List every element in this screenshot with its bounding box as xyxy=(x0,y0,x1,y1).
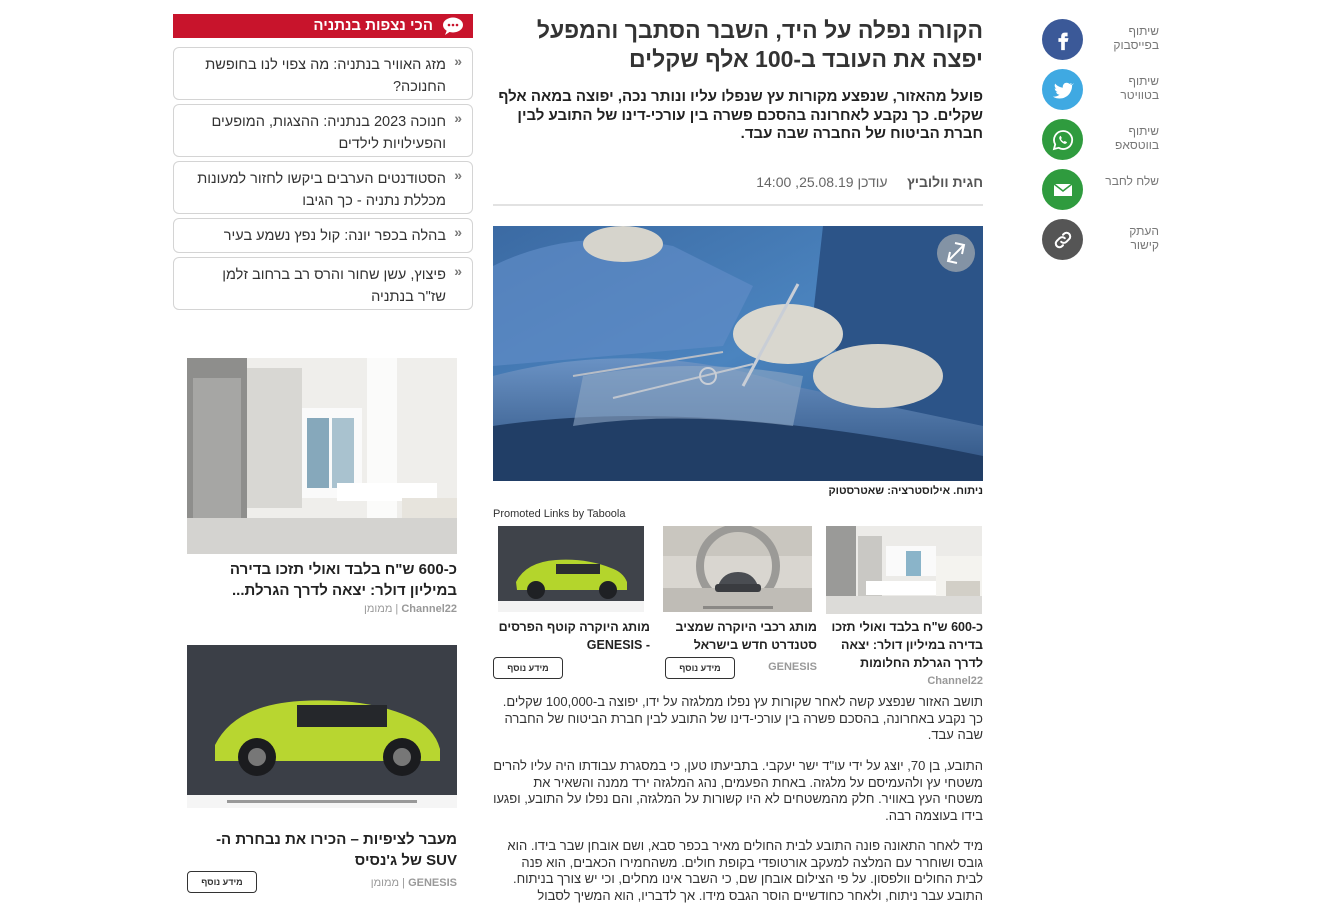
taboola-card-1-image[interactable] xyxy=(826,526,982,614)
image-caption: ניתוח. אילוסטרציה: שאטרסטוק xyxy=(828,485,983,497)
sidebar-ad-2-sponsored: ממומן xyxy=(370,877,400,889)
most-viewed-item-5[interactable] xyxy=(173,257,473,310)
article-updated: עודכן 25.08.19, 14:00 xyxy=(756,174,888,190)
taboola-card-2-image[interactable] xyxy=(663,526,812,612)
most-viewed-item-2-label[interactable]: חנוכה 2023 בנתניה: ההצגות, המופעים והפעילויות לילדים xyxy=(211,114,446,152)
share-whatsapp[interactable] xyxy=(1042,119,1157,161)
link-icon[interactable] xyxy=(1042,219,1083,260)
article-title: הקורה נפלה על היד, השבר הסתבך והמפעל יפצה את העובד ב-100 אלף שקלים xyxy=(536,17,983,72)
share-twitter[interactable] xyxy=(1042,69,1157,111)
facebook-icon[interactable] xyxy=(1042,19,1083,60)
sidebar-ad-1-sponsored: ממומן xyxy=(363,603,393,615)
most-viewed-item-2[interactable] xyxy=(173,104,473,157)
most-viewed-item-4-label[interactable]: בהלה בכפר יונה: קול נפץ נשמע בעיר xyxy=(223,228,446,244)
sidebar-ad-1-title[interactable]: כ-600 ש"ח בלבד ואולי תזכו בדירה במיליון דולר: יצאה לדרך הגרלת... xyxy=(229,561,457,599)
taboola-card-2-more-button[interactable]: מידע נוסף xyxy=(665,657,735,679)
article-byline xyxy=(493,174,983,190)
share-whatsapp-label: שיתוף בווטסאפ xyxy=(1115,124,1159,152)
article-author[interactable]: חגית וולוביץ xyxy=(907,174,983,190)
share-facebook[interactable] xyxy=(1042,19,1157,61)
taboola-card-1-title[interactable]: כ-600 ש"ח בלבד ואולי תזכו בדירה במיליון דולר: יצאה לדרך הגרלת החלומות xyxy=(831,620,983,670)
sidebar-ad-1-source: Channel22 | ממומן xyxy=(363,603,457,615)
sidebar-ad-2-brand: GENESIS xyxy=(408,877,457,889)
twitter-icon[interactable] xyxy=(1042,69,1083,110)
most-viewed-item-3-label[interactable]: הסטודנטים הערבים ביקשו לחזור למעונות מכללת נתניה - כך הגיבו xyxy=(197,171,446,209)
sidebar-ad-1-brand: Channel22 xyxy=(401,603,457,615)
most-viewed-item-1[interactable] xyxy=(173,47,473,100)
article-paragraph-3: מיד לאחר התאונה פונה התובע לבית החולים מאיר בכפר סבא, ושם אובחן שבר בידו. הוא גובס ושוחרר עם המלצה למעקב אורטופדי בקופת חולים. משהחמירו הכאבים, הוא פנה לבית החולים וולפסון. על פי הצילום אובחן שם, כי השבר אינו מחלים, וכי יש צורך בניתוח. התובע עבר ניתוח, ולאחר כחודשיים הוסר הגבס מידו. אך לדבריו, הוא המשיך לסבול xyxy=(507,838,983,903)
article-lead: פועל מהאזור, שנפצע מקורות עץ שנפלו עליו ונותר נכה, יפוצה במאה אלף שקלים. כך נקבע לאחרונה בהסכם פשרה בין עורכי-דינו של התובע לבין חברת הביטוח של החברה שבה עבד. xyxy=(498,88,983,142)
article-main-image xyxy=(493,226,983,481)
sidebar-ad-2-title[interactable]: מעבר לציפיות – הכירו את נבחרת ה-SUV של ג'נסיס xyxy=(216,831,457,869)
share-facebook-label: שיתוף בפייסבוק xyxy=(1113,24,1159,52)
taboola-card-3-image[interactable] xyxy=(498,526,644,612)
taboola-label[interactable]: Promoted Links by Taboola xyxy=(493,508,626,520)
sidebar-ad-2-image[interactable] xyxy=(187,645,457,808)
whatsapp-icon[interactable] xyxy=(1042,119,1083,160)
double-chevron-icon: « xyxy=(454,263,462,279)
comment-icon xyxy=(441,16,465,41)
double-chevron-icon: « xyxy=(454,224,462,240)
most-viewed-item-4[interactable] xyxy=(173,218,473,253)
double-chevron-icon: « xyxy=(454,167,462,183)
share-copy-link[interactable] xyxy=(1042,219,1157,261)
taboola-card-2-title[interactable]: מותג רכבי היוקרה שמציב סטנדרט חדש בישראל xyxy=(675,620,817,652)
article-paragraph-1: תושב האזור שנפצע קשה לאחר שקורות עץ נפלו ממלגזה על ידו, יפוצה ב-100,000 שקלים. כך נקבע באחרונה, בהסכם פשרה בין עורכי-דינו של התובע לבין חברת הביטוח של החברה שבה עבד. xyxy=(502,694,983,742)
most-viewed-title: הכי נצפות בנתניה xyxy=(313,17,433,34)
taboola-card-2-source: GENESIS xyxy=(768,661,817,673)
share-twitter-label: שיתוף בטוויטר xyxy=(1120,74,1159,102)
share-email[interactable] xyxy=(1042,169,1157,211)
sidebar-ad-1-image[interactable] xyxy=(187,358,457,554)
most-viewed-item-1-label[interactable]: מזג האוויר בנתניה: מה צפוי לנו בחופשת החנוכה? xyxy=(205,57,446,95)
double-chevron-icon: « xyxy=(454,110,462,126)
article-paragraph-2: התובע, בן 70, יוצג על ידי עו"ד ישר יעקבי. בתביעתו טען, כי במסגרת עבודתו היה עליו להרים משטחי עץ ולהעמיסם על מלגזה. באחת הפעמים, נהג המלגזה ירד ממנה והשאיר את משטחי העץ באוויר. חלק מהמשטחים לא היו קשורות על המלגזה, והם נפלו על התובע, ופגעו בידו בעוצמה רבה. xyxy=(493,758,983,823)
byline-divider xyxy=(493,204,983,206)
sidebar-ad-2-source: GENESIS | ממומן xyxy=(370,877,457,889)
most-viewed-item-5-label[interactable]: פיצוץ, עשן שחור והרס רב ברחוב זלמן שז"ר בנתניה xyxy=(222,267,446,305)
sidebar-ad-2-more-button[interactable]: מידע נוסף xyxy=(187,871,257,893)
taboola-card-3-title[interactable]: מותג היוקרה קוטף הפרסים - GENESIS xyxy=(498,620,650,652)
most-viewed-item-3[interactable] xyxy=(173,161,473,214)
mail-icon[interactable] xyxy=(1042,169,1083,210)
taboola-card-3-more-button[interactable]: מידע נוסף xyxy=(493,657,563,679)
share-copy-link-label: העתק קישור xyxy=(1129,224,1159,252)
share-email-label: שלח לחבר xyxy=(1105,174,1159,188)
double-chevron-icon: « xyxy=(454,53,462,69)
taboola-card-1-source: Channel22 xyxy=(927,675,983,687)
most-viewed-header xyxy=(173,14,473,38)
